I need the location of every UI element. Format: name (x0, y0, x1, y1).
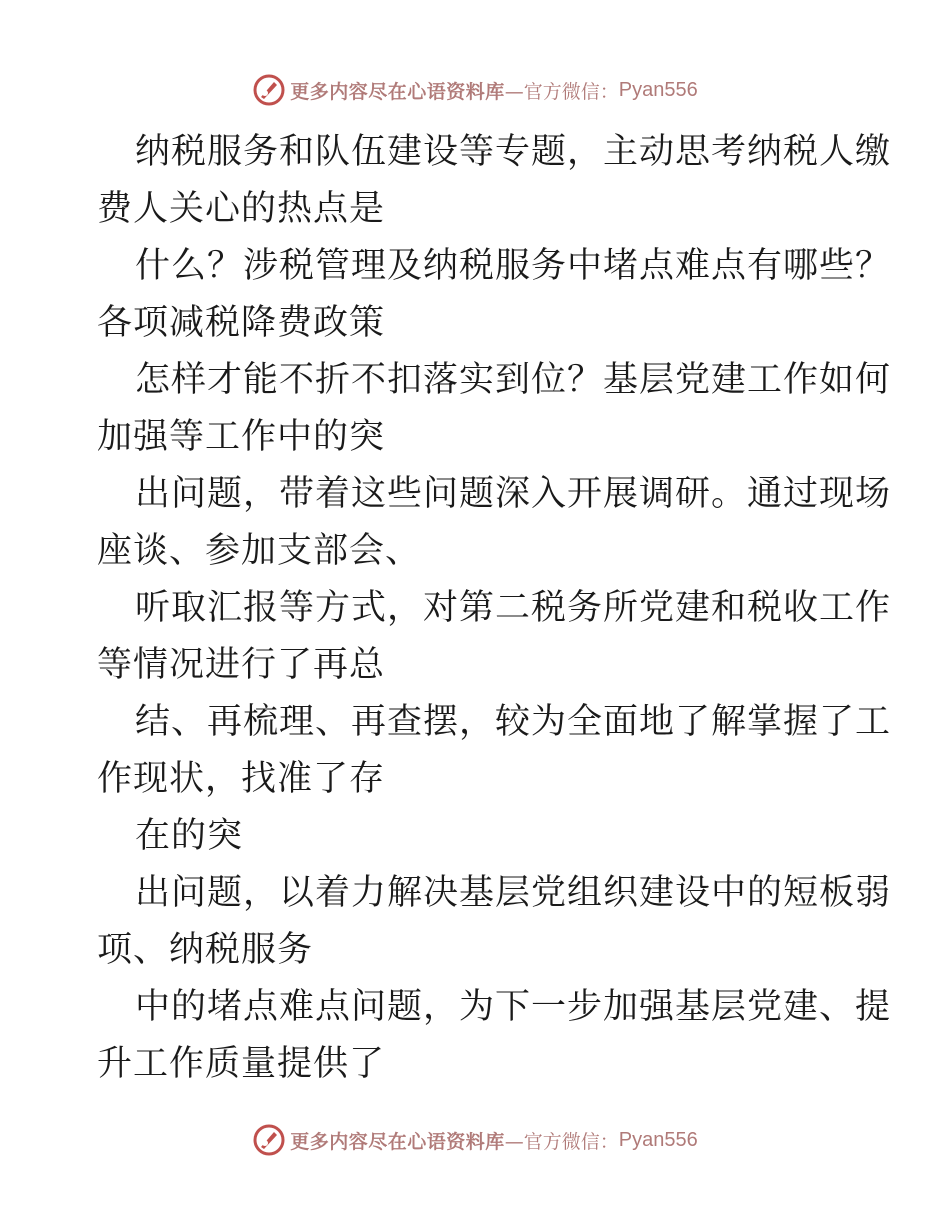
text-line: 升工作质量提供了 (97, 1044, 386, 1084)
text-line: 加强等工作中的突 (97, 417, 386, 457)
text-line: 各项减税降费政策 (97, 303, 386, 343)
footer-watermark (0, 1120, 950, 1160)
text-line: 怎样才能不折不扣落实到位？基层党建工作如何 (135, 360, 892, 400)
text-line: 出问题，以着力解决基层党组织建设中的短板弱 (135, 873, 892, 913)
header-separator-text: —官方微信： (504, 80, 619, 103)
brand-logo-icon (252, 1123, 286, 1157)
footer-wechat-handle: Pyan556 (618, 1128, 698, 1151)
text-line: 结、再梳理、再查摆，较为全面地了解掌握了工 (135, 702, 892, 742)
text-line: 中的堵点难点问题，为下一步加强基层党建、提 (135, 987, 892, 1027)
header-brand-text: 更多内容尽在心语资料库 (290, 80, 505, 103)
text-line: 费人关心的热点是 (97, 189, 386, 229)
text-line: 等情况进行了再总 (97, 645, 386, 685)
text-line: 听取汇报等方式，对第二税务所党建和税收工作 (135, 588, 892, 628)
text-line: 什么？涉税管理及纳税服务中堵点难点有哪些？ (135, 246, 892, 286)
text-line: 出问题，带着这些问题深入开展调研。通过现场 (135, 474, 892, 514)
header-wechat-handle: Pyan556 (618, 78, 698, 101)
document-body (97, 124, 892, 1093)
text-line: 纳税服务和队伍建设等专题，主动思考纳税人缴 (135, 132, 892, 172)
brand-logo-icon (252, 73, 286, 107)
footer-separator-text: —官方微信： (504, 1130, 619, 1153)
footer-brand-text: 更多内容尽在心语资料库 (290, 1130, 505, 1153)
text-line: 作现状，找准了存 (97, 759, 386, 799)
header-watermark (0, 70, 950, 110)
text-line: 座谈、参加支部会、 (97, 531, 422, 571)
text-line: 在的突 (135, 816, 244, 856)
text-line: 项、纳税服务 (97, 930, 314, 970)
